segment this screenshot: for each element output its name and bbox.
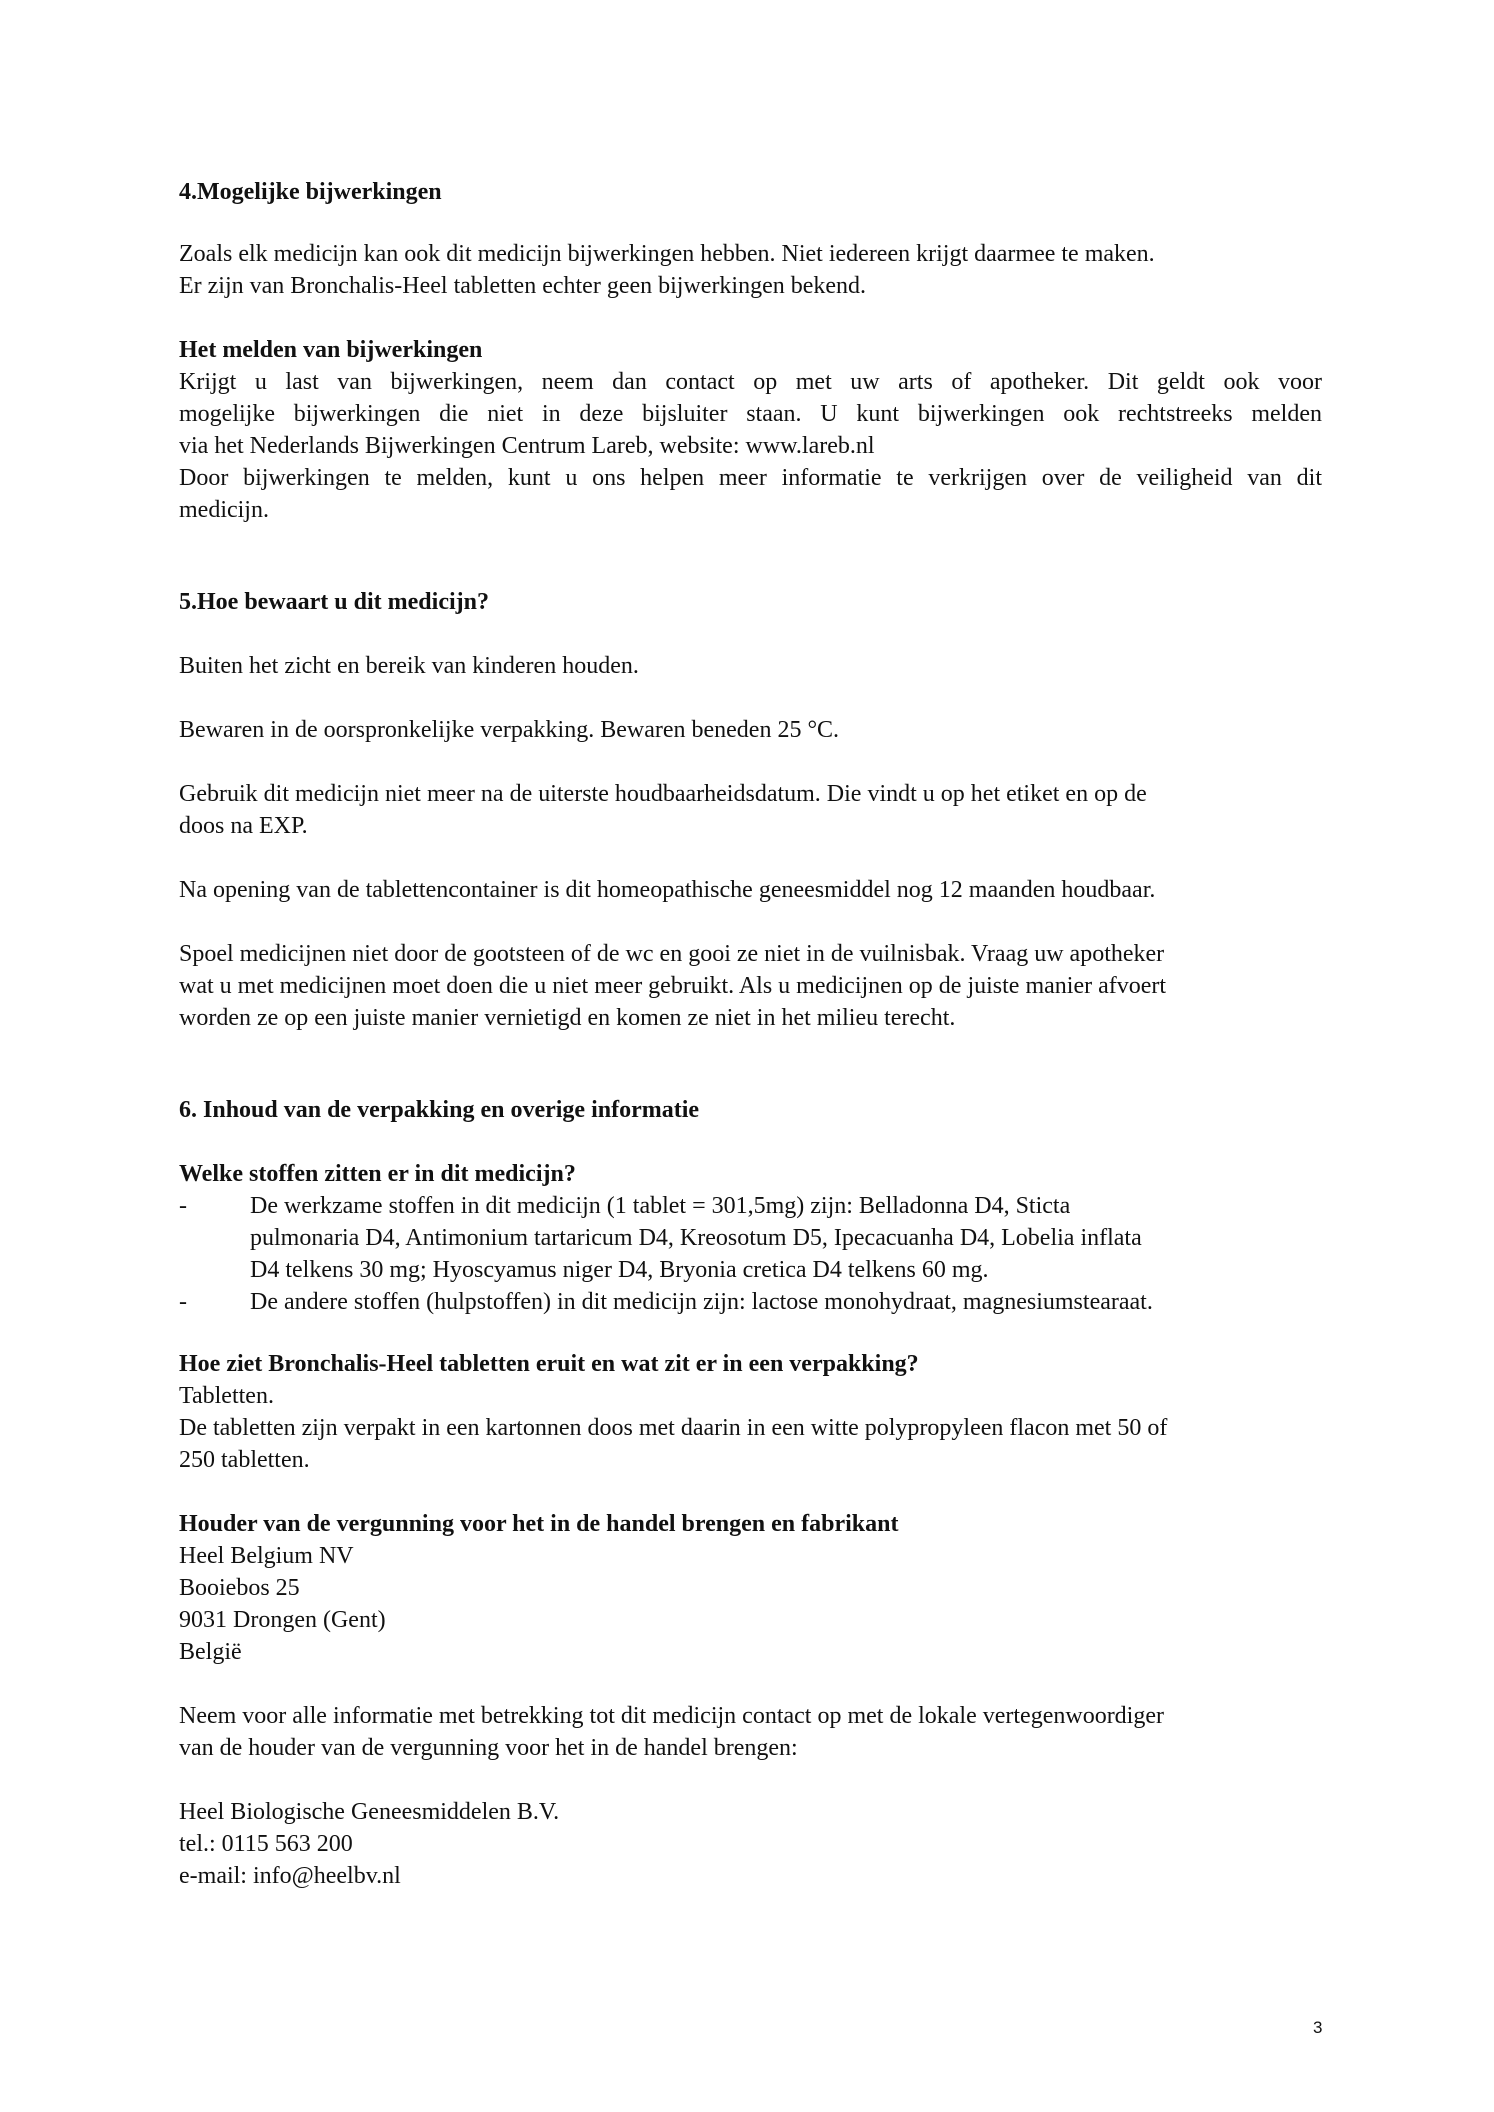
storage-packaging: Bewaren in de oorspronkelijke verpakking. Bewaren beneden 25 °C.: [179, 717, 840, 743]
active-ingredients-line-2: pulmonaria D4, Antimonium tartaricum D4, Kreosotum D5, Ipecacuanha D4, Lobelia inflata: [250, 1225, 1142, 1251]
appearance-line-1: Tabletten.: [179, 1383, 274, 1409]
holder-subheading: Houder van de vergunning voor het in de handel brengen en fabrikant: [179, 1511, 899, 1537]
reporting-line-5: medicijn.: [179, 497, 269, 523]
active-ingredients-line-3: D4 telkens 30 mg; Hyoscyamus niger D4, Bryonia cretica D4 telkens 60 mg.: [250, 1257, 989, 1283]
section-4-heading: 4.Mogelijke bijwerkingen: [179, 179, 442, 205]
reporting-line-4: Door bijwerkingen te melden, kunt u ons helpen meer informatie te verkrijgen over de veiligheid van dit: [179, 465, 1322, 491]
section-6-heading: 6. Inhoud van de verpakking en overige informatie: [179, 1097, 700, 1123]
page-number: 3: [1313, 2018, 1323, 2037]
disposal-line-3: worden ze op een juiste manier vernietigd en komen ze niet in het milieu terecht.: [179, 1005, 956, 1031]
holder-street: Booiebos 25: [179, 1575, 300, 1601]
side-effects-intro-line-2: Er zijn van Bronchalis-Heel tabletten echter geen bijwerkingen bekend.: [179, 273, 867, 299]
expiry-line-2: doos na EXP.: [179, 813, 308, 839]
holder-city: 9031 Drongen (Gent): [179, 1607, 386, 1633]
ingredients-subheading: Welke stoffen zitten er in dit medicijn?: [179, 1161, 576, 1187]
bullet-marker-2: -: [179, 1289, 187, 1315]
holder-name: Heel Belgium NV: [179, 1543, 354, 1569]
appearance-line-3: 250 tabletten.: [179, 1447, 310, 1473]
appearance-line-2: De tabletten zijn verpakt in een kartonnen doos met daarin in een witte polypropyleen flacon met 50 of: [179, 1415, 1168, 1441]
excipients-line: De andere stoffen (hulpstoffen) in dit medicijn zijn: lactose monohydraat, magnesiumstearaat.: [250, 1289, 1153, 1315]
bullet-marker-1: -: [179, 1193, 187, 1219]
appearance-subheading: Hoe ziet Bronchalis-Heel tabletten eruit en wat zit er in een verpakking?: [179, 1351, 919, 1377]
section-5-heading: 5.Hoe bewaart u dit medicijn?: [179, 589, 489, 615]
reporting-subheading: Het melden van bijwerkingen: [179, 337, 483, 363]
representative-line-2: van de houder van de vergunning voor het in de handel brengen:: [179, 1735, 798, 1761]
representative-name: Heel Biologische Geneesmiddelen B.V.: [179, 1799, 560, 1825]
reporting-line-1: Krijgt u last van bijwerkingen, neem dan contact op met uw arts of apotheker. Dit geldt ook voor: [179, 369, 1322, 395]
representative-phone: tel.: 0115 563 200: [179, 1831, 353, 1857]
disposal-line-2: wat u met medicijnen moet doen die u niet meer gebruikt. Als u medicijnen op de juiste manier afvoert: [179, 973, 1167, 999]
storage-children: Buiten het zicht en bereik van kinderen houden.: [179, 653, 639, 679]
representative-email: e-mail: info@heelbv.nl: [179, 1863, 401, 1889]
expiry-line-1: Gebruik dit medicijn niet meer na de uiterste houdbaarheidsdatum. Die vindt u op het etiket en op de: [179, 781, 1147, 807]
representative-line-1: Neem voor alle informatie met betrekking tot dit medicijn contact op met de lokale vertegenwoordiger: [179, 1703, 1164, 1729]
holder-country: België: [179, 1639, 242, 1665]
reporting-line-2: mogelijke bijwerkingen die niet in deze bijsluiter staan. U kunt bijwerkingen ook rechtstreeks melden: [179, 401, 1322, 427]
active-ingredients-line-1: De werkzame stoffen in dit medicijn (1 tablet = 301,5mg) zijn: Belladonna D4, Sticta: [250, 1193, 1071, 1219]
after-opening: Na opening van de tablettencontainer is dit homeopathische geneesmiddel nog 12 maanden houdbaar.: [179, 877, 1156, 903]
disposal-line-1: Spoel medicijnen niet door de gootsteen of de wc en gooi ze niet in de vuilnisbak. Vraag uw apotheker: [179, 941, 1165, 967]
reporting-line-3: via het Nederlands Bijwerkingen Centrum Lareb, website: www.lareb.nl: [179, 433, 875, 459]
side-effects-intro-line-1: Zoals elk medicijn kan ook dit medicijn bijwerkingen hebben. Niet iedereen krijgt daarmee te maken.: [179, 241, 1155, 267]
